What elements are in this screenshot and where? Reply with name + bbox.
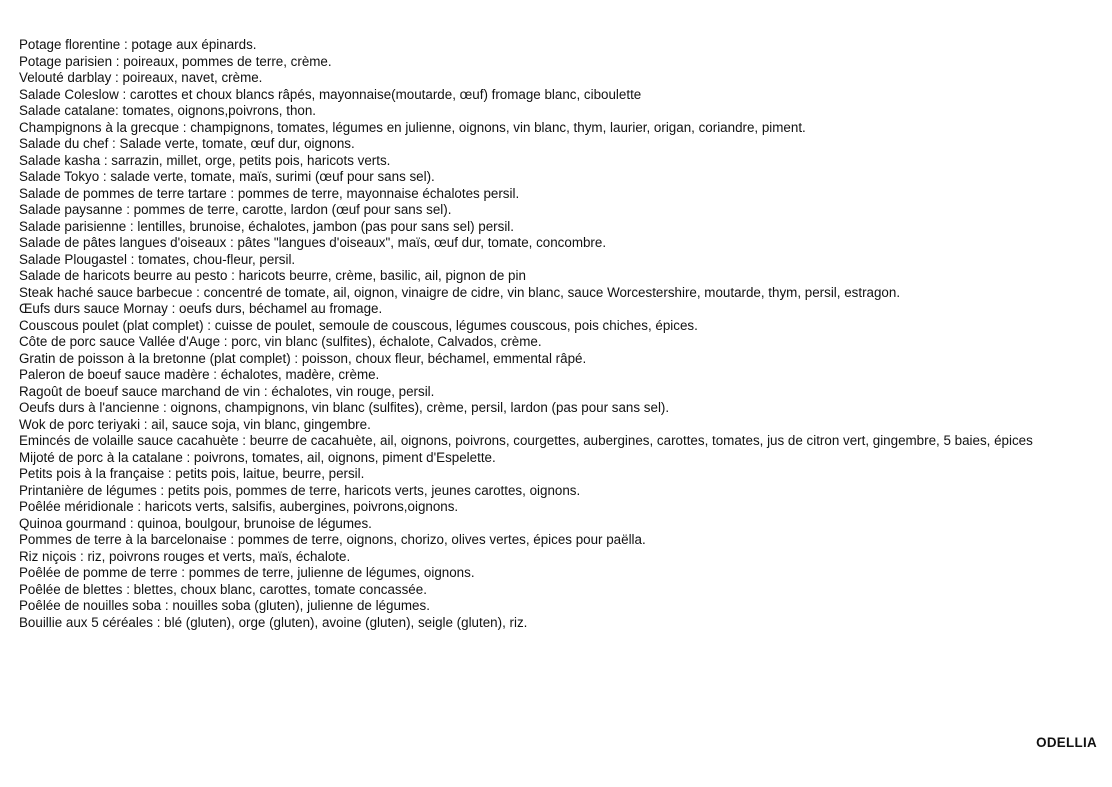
line-11: Salade paysanne : pommes de terre, carotte, lardon (œuf pour sans sel). — [19, 202, 452, 217]
line-12: Salade parisienne : lentilles, brunoise, échalotes, jambon (pas pour sans sel) persil. — [19, 218, 514, 234]
line-3: Velouté darblay : poireaux, navet, crème. — [19, 70, 263, 85]
line-5: Salade catalane: tomates, oignons,poivrons, thon. — [19, 103, 317, 118]
line-35: Poêlée de nouilles soba : nouilles soba (gluten), julienne de légumes. — [19, 598, 430, 613]
line-22: Ragoût de boeuf sauce marchand de vin : échalotes, vin rouge, persil. — [19, 383, 435, 399]
line-28: Printanière de légumes : petits pois, pommes de terre, haricots verts, jeunes carottes, oignons. — [19, 482, 581, 498]
line-25: Emincés de volaille sauce cacahuète : beurre de cacahuète, ail, oignons, poivrons, courgettes, aubergines, carottes, tomates, jus de citron vert, gingembre, 5 baies, épices — [19, 433, 1033, 448]
line-19: Côte de porc sauce Vallée d'Auge : porc, vin blanc (sulfites), échalote, Calvados, crème. — [19, 334, 542, 349]
line-1: Potage florentine : potage aux épinards. — [19, 37, 257, 52]
line-33: Poêlée de pomme de terre : pommes de terre, julienne de légumes, oignons. — [19, 565, 475, 580]
line-14: Salade Plougastel : tomates, chou-fleur, persil. — [19, 251, 296, 267]
line-15: Salade de haricots beurre au pesto : haricots beurre, crème, basilic, ail, pignon de pin — [19, 268, 526, 283]
line-21: Paleron de boeuf sauce madère : échalotes, madère, crème. — [19, 367, 380, 382]
line-24: Wok de porc teriyaki : ail, sauce soja, vin blanc, gingembre. — [19, 416, 371, 432]
line-31: Pommes de terre à la barcelonaise : pommes de terre, oignons, chorizo, olives vertes, épices pour paëlla. — [19, 532, 646, 547]
line-27: Petits pois à la française : petits pois, laitue, beurre, persil. — [19, 466, 365, 481]
line-20: Gratin de poisson à la bretonne (plat complet) : poisson, choux fleur, béchamel, emmental râpé. — [19, 350, 587, 366]
line-8: Salade kasha : sarrazin, millet, orge, petits pois, haricots verts. — [19, 152, 391, 168]
line-16: Steak haché sauce barbecue : concentré de tomate, ail, oignon, vinaigre de cidre, vin blanc, sauce Worcestershire, moutarde, thym, persil, estragon. — [19, 284, 901, 300]
line-7: Salade du chef : Salade verte, tomate, œuf dur, oignons. — [19, 136, 355, 151]
line-10: Salade de pommes de terre tartare : pommes de terre, mayonnaise échalotes persil. — [19, 185, 520, 201]
line-34: Poêlée de blettes : blettes, choux blanc, carottes, tomate concassée. — [19, 581, 427, 597]
menu-description-list — [19, 37, 1099, 631]
line-32: Riz niçois : riz, poivrons rouges et verts, maïs, échalote. — [19, 548, 351, 564]
line-9: Salade Tokyo : salade verte, tomate, maïs, surimi (œuf pour sans sel). — [19, 169, 435, 184]
footer-brand: ODELLIA — [1036, 735, 1097, 750]
line-23: Oeufs durs à l'ancienne : oignons, champignons, vin blanc (sulfites), crème, persil, lardon (pas pour sans sel). — [19, 400, 670, 415]
line-29: Poêlée méridionale : haricots verts, salsifis, aubergines, poivrons,oignons. — [19, 499, 459, 514]
line-4: Salade Coleslow : carottes et choux blancs râpés, mayonnaise(moutarde, œuf) fromage blanc, ciboulette — [19, 86, 642, 102]
line-17: Œufs durs sauce Mornay : oeufs durs, béchamel au fromage. — [19, 301, 383, 316]
line-26: Mijoté de porc à la catalane : poivrons, tomates, ail, oignons, piment d'Espelette. — [19, 449, 496, 465]
line-13: Salade de pâtes langues d'oiseaux : pâtes "langues d'oiseaux", maïs, œuf dur, tomate, concombre. — [19, 235, 607, 250]
line-2: Potage parisien : poireaux, pommes de terre, crème. — [19, 53, 332, 69]
line-18: Couscous poulet (plat complet) : cuisse de poulet, semoule de couscous, légumes couscous, pois chiches, épices. — [19, 317, 698, 333]
line-36: Bouillie aux 5 céréales : blé (gluten), orge (gluten), avoine (gluten), seigle (gluten), riz. — [19, 614, 528, 630]
line-30: Quinoa gourmand : quinoa, boulgour, brunoise de légumes. — [19, 515, 372, 531]
line-6: Champignons à la grecque : champignons, tomates, légumes en julienne, oignons, vin blanc, thym, laurier, origan, coriandre, piment. — [19, 119, 806, 135]
